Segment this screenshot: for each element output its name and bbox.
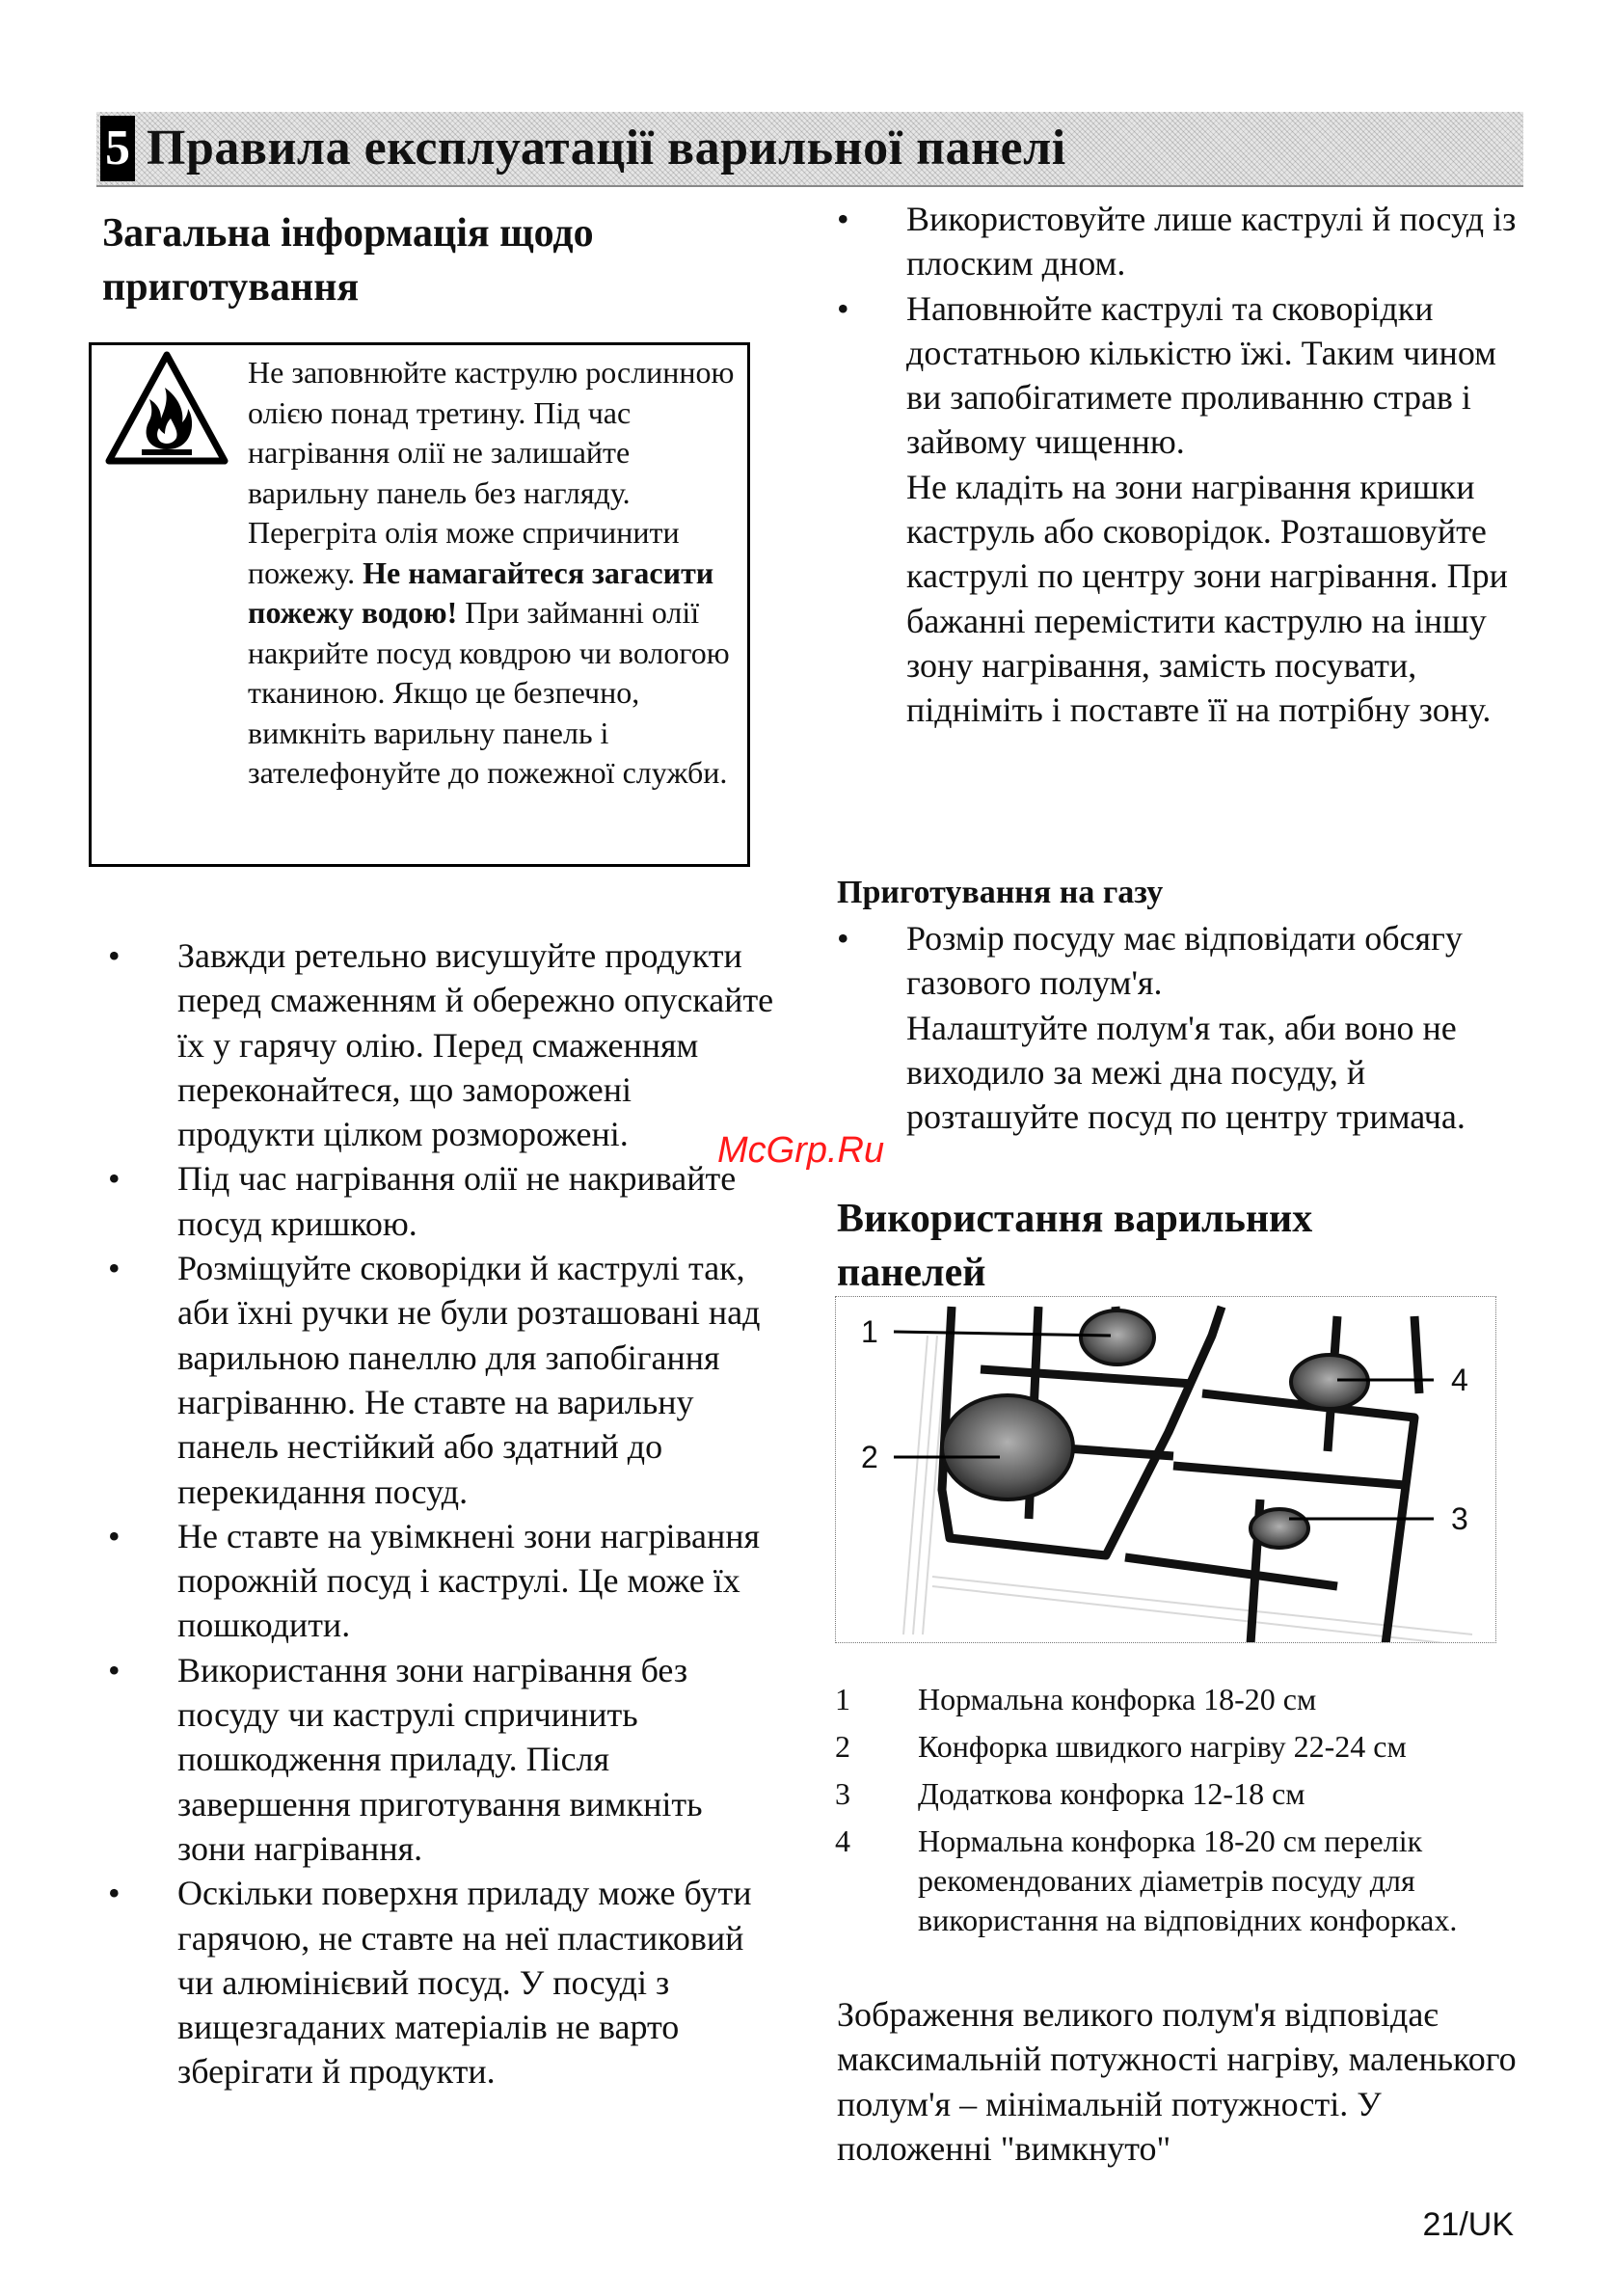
hob-illustration	[836, 1297, 1496, 1643]
page-number: 21/UK	[1422, 2206, 1514, 2243]
list-item	[829, 916, 1523, 1139]
list-item	[100, 1871, 775, 2093]
general-info-heading-line2: приготування	[102, 265, 360, 310]
left-bullet-list	[100, 933, 775, 2094]
burner-legend	[835, 1680, 1529, 1948]
legend-text: Нормальна конфорка 18-20 см	[918, 1682, 1317, 1716]
diagram-label-1: 1	[861, 1314, 878, 1349]
legend-row	[835, 1727, 1529, 1767]
bullet-marker: •	[108, 936, 121, 975]
right-bullet-list	[829, 197, 1523, 733]
gas-bullet-list	[829, 916, 1523, 1139]
list-item-text: Завжди ретельно висушуйте продукти перед смаженням й обережно опускайте їх у гарячу олію. Перед смаженням переконайтеся, що заморожені продукти цілком розморожені.	[177, 936, 774, 1154]
list-item-text: Не ставте на увімкнені зони нагрівання порожній посуд і каструлі. Це може їх пошкодити.	[177, 1516, 761, 1645]
legend-text: Додаткова конфорка 12-18 см	[918, 1776, 1305, 1811]
general-info-heading	[102, 206, 594, 314]
burner-3	[1251, 1509, 1308, 1548]
burner-1	[1081, 1310, 1154, 1364]
list-item	[829, 286, 1523, 733]
legend-text: Конфорка швидкого нагріву 22-24 см	[918, 1729, 1407, 1764]
legend-text: Нормальна конфорка 18-20 см перелік рекомендованих діаметрів посуду для використання на відповідних конфорках.	[918, 1823, 1458, 1937]
bullet-marker: •	[837, 919, 849, 958]
list-item-text: Використовуйте лише каструлі й посуд із плоским дном.	[906, 200, 1517, 284]
burners	[942, 1310, 1368, 1548]
legend-row	[835, 1822, 1510, 1940]
hob-diagram	[835, 1296, 1496, 1643]
list-item-text: Оскільки поверхня приладу може бути гарячою, не ставте на неї пластиковий чи алюмінієвий посуд. У посуді з вищезгаданих матеріалів не варто зберігати й продукти.	[177, 1874, 752, 2092]
list-item	[100, 1246, 775, 1514]
list-item-text: Використання зони нагрівання без посуду чи каструлі спричинить пошкодження приладу. Після завершення приготування вимкніть зони нагрівання.	[177, 1650, 703, 1868]
hob-usage-heading	[837, 1192, 1312, 1300]
burner-4	[1291, 1355, 1368, 1409]
bullet-marker: •	[108, 1249, 121, 1288]
warning-text-part1: Не заповнюйте каструлю рослинною олією понад третину. Під час нагрівання олії не залишайте варильну панель без нагляду. Перегріта олія може спричинити пожежу.	[248, 355, 735, 590]
bullet-marker: •	[837, 200, 849, 238]
warning-text	[248, 353, 738, 794]
flammable-warning-icon	[105, 349, 229, 469]
watermark: McGrp.Ru	[717, 1130, 885, 1171]
list-item-text: Розмір посуду має відповідати обсягу газового полум'я. Налаштуйте полум'я так, аби воно не виходило за межі дна посуду, й розташуйте посуд по центру тримача.	[906, 919, 1466, 1137]
diagram-label-4: 4	[1451, 1363, 1468, 1397]
list-item	[829, 197, 1523, 286]
diagram-label-2: 2	[861, 1440, 878, 1474]
warning-text-bold: Не намагайтеся загасити пожежу водою!	[248, 554, 714, 630]
warning-text-part2: При займанні олії накрийте посуд ковдрою чи вологою тканиною. Якщо це безпечно, вимкніть варильну панель і зателефонуйте до пожежної служби.	[248, 595, 730, 790]
section-title: Правила експлуатації варильної панелі	[147, 121, 1066, 176]
bullet-marker: •	[108, 1650, 121, 1689]
list-item	[100, 1648, 775, 1871]
legend-number: 2	[835, 1729, 850, 1764]
bullet-marker: •	[108, 1874, 121, 1913]
list-item-text: Під час нагрівання олії не накривайте посуд кришкою.	[177, 1159, 737, 1243]
bullet-marker: •	[108, 1516, 121, 1555]
general-info-heading-line1: Загальна інформація щодо	[102, 211, 594, 256]
list-item	[100, 1156, 775, 1246]
flame-size-paragraph: Зображення великого полум'я відповідає максимальній потужності нагріву, маленького полум'я – мінімальній потужності. У положенні "вимкнуто"	[837, 1995, 1517, 2168]
gas-cooking-heading: Приготування на газу	[837, 875, 1164, 910]
section-number: 5	[100, 116, 135, 181]
list-item-text: Розміщуйте сковорідки й каструлі так, аби їхні ручки не були розташовані над варильною панеллю для запобігання нагріванню. Не ставте на варильну панель нестійкий або здатний до перекидання посуд.	[177, 1249, 761, 1511]
legend-number: 1	[835, 1682, 850, 1716]
bullet-marker: •	[108, 1159, 121, 1199]
diagram-label-3: 3	[1451, 1501, 1468, 1536]
hob-usage-heading-line2: панелей	[837, 1251, 986, 1295]
legend-number: 3	[835, 1776, 850, 1811]
legend-number: 4	[835, 1823, 850, 1858]
bullet-marker: •	[837, 288, 849, 328]
list-item-text: Наповнюйте каструлі та сковорідки достатньою кількістю їжі. Таким чином ви запобігатимете проливанню страв і зайвому чищенню. Не кладіть на зони нагрівання кришки каструль або сковорідок. Розташовуйте каструлі по центру зони нагрівання. При бажанні перемістити каструлю на іншу зону нагрівання, замість посувати, підніміть і поставте її на потрібну зону.	[906, 288, 1508, 730]
list-item	[100, 933, 775, 1156]
fire-warning-box	[89, 342, 750, 867]
hob-usage-heading-line1: Використання варильних	[837, 1197, 1313, 1241]
list-item	[100, 1514, 775, 1648]
legend-row	[835, 1680, 1529, 1719]
burner-2	[942, 1395, 1073, 1499]
legend-row	[835, 1774, 1529, 1814]
